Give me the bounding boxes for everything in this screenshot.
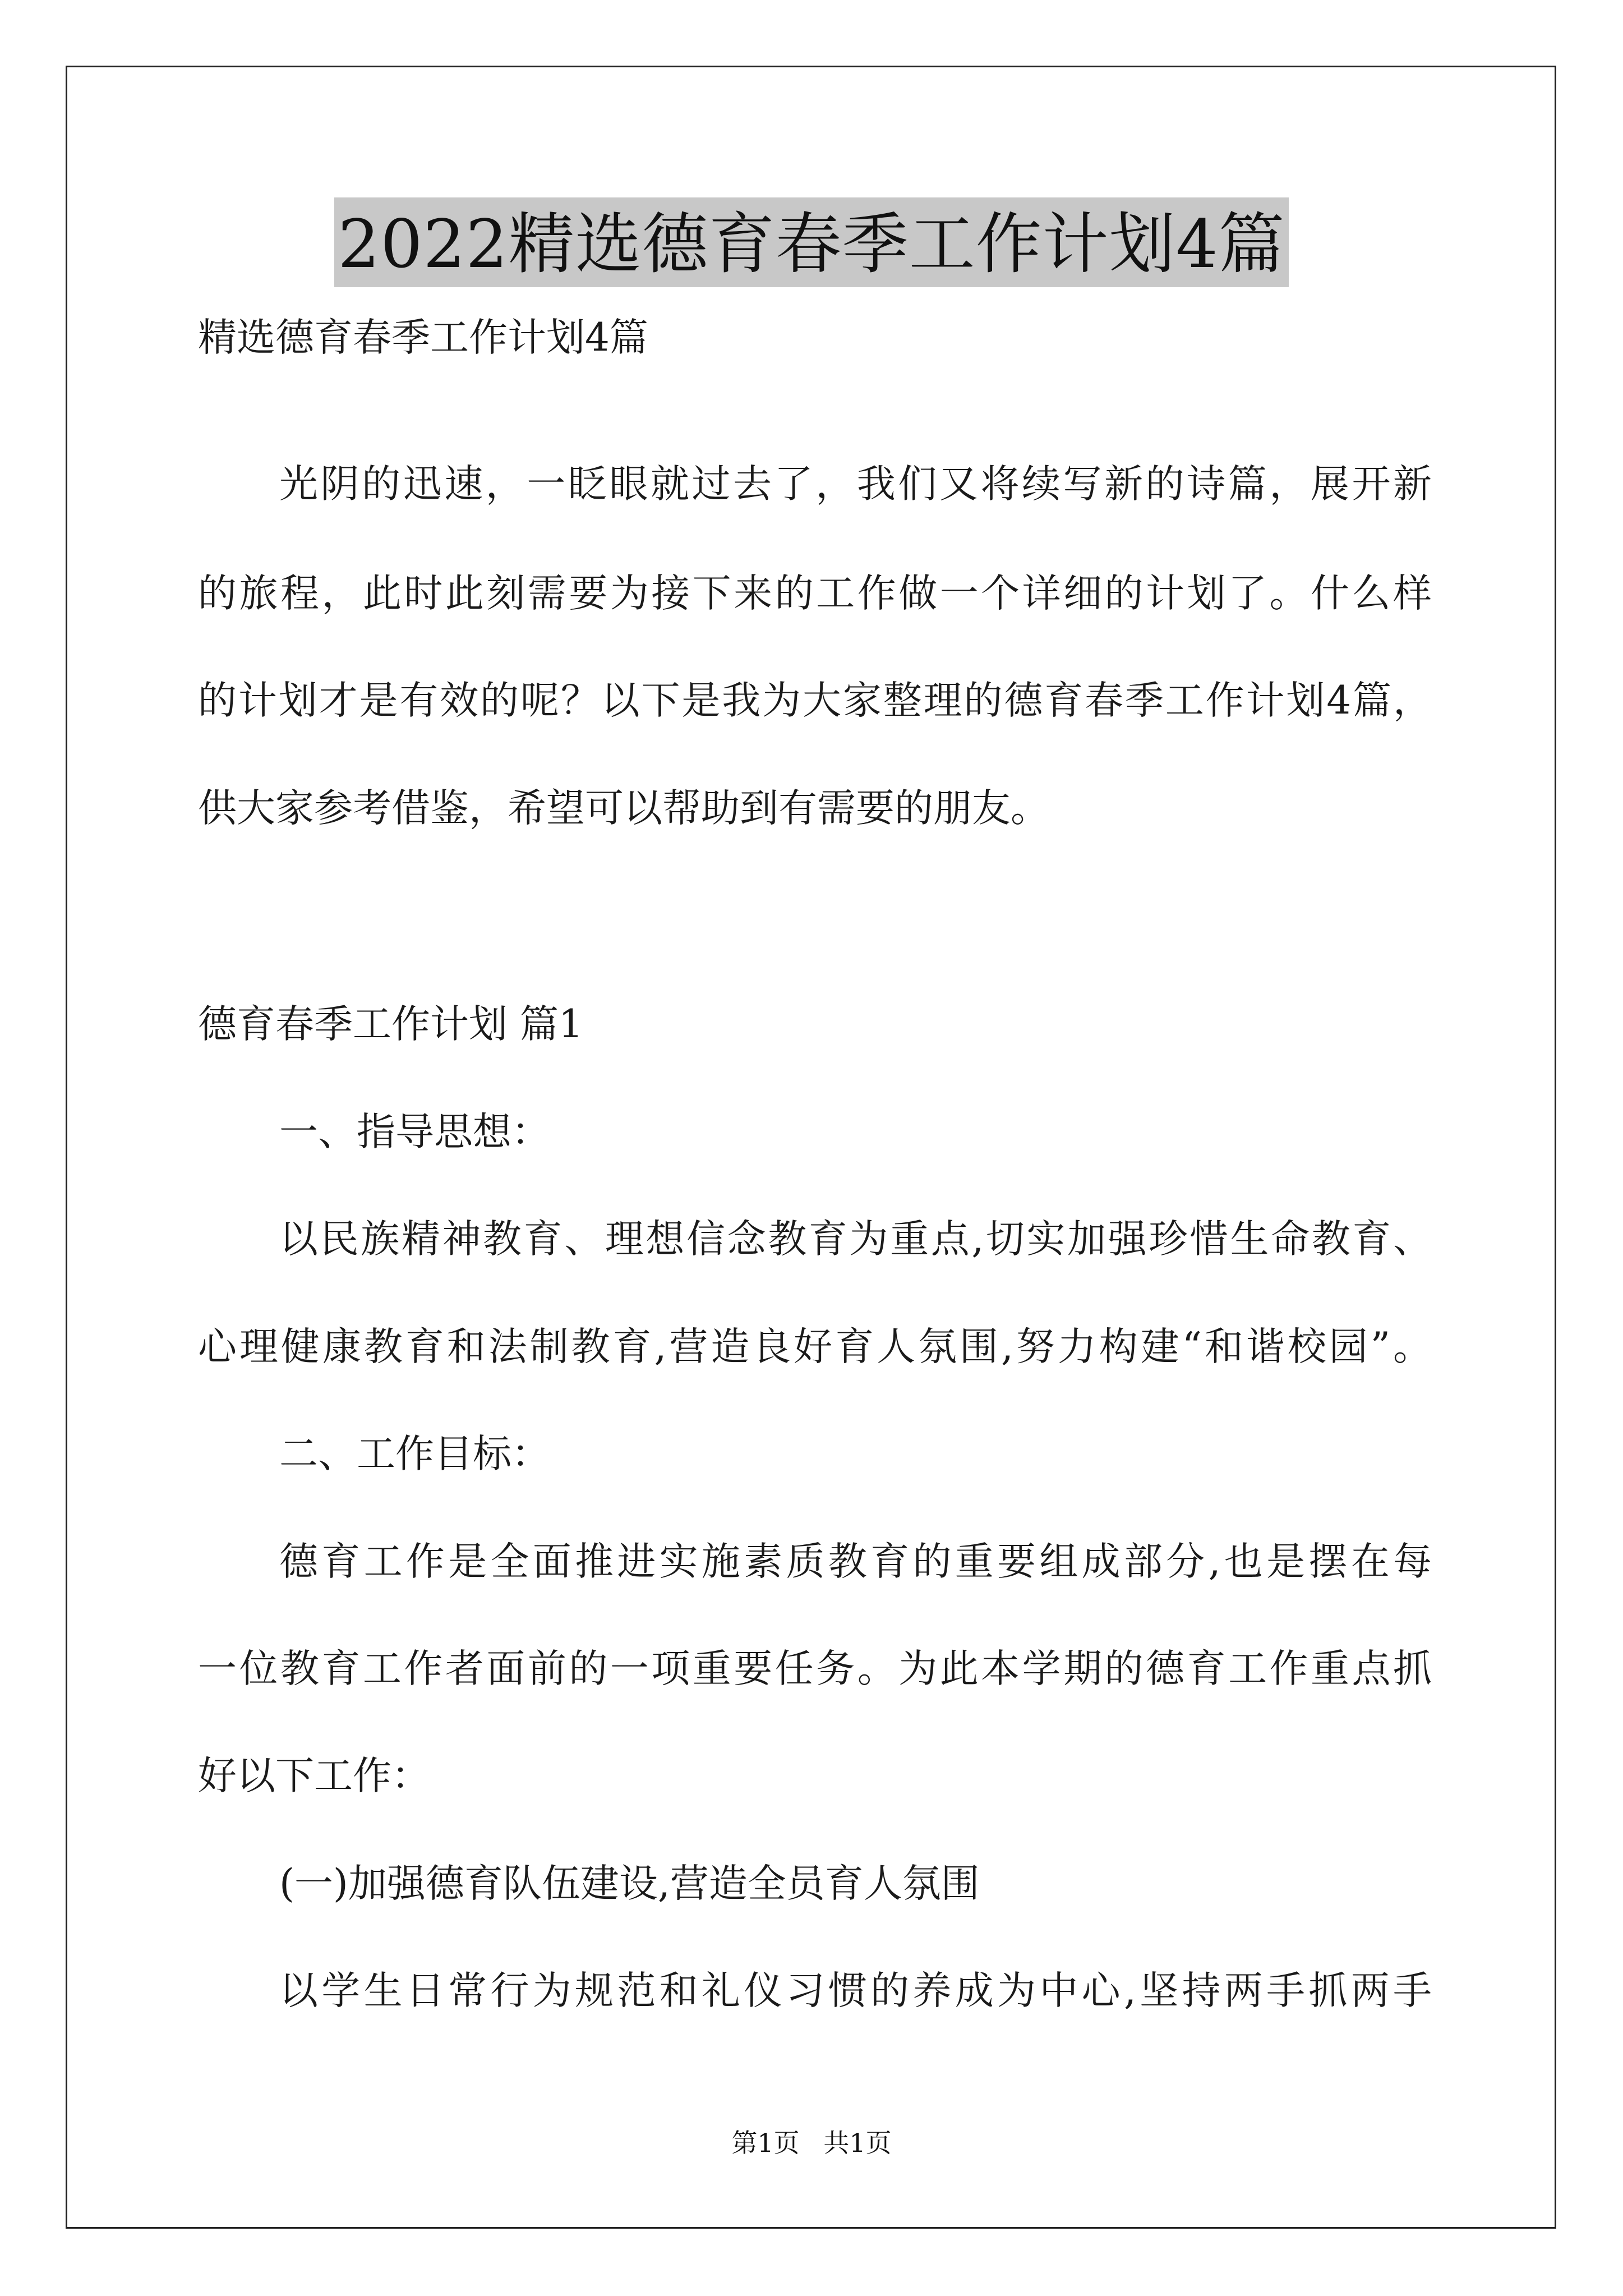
goals-line-3: 好以下工作： [198,1754,430,1798]
goals-line-2: 一位教育工作者面前的一项重要任务。为此本学期的德育工作重点抓 [198,1646,1432,1691]
intro-line-4: 供大家参考借鉴，希望可以帮助到有需要的朋友。 [198,786,1049,831]
goals-line-1: 德育工作是全面推进实施素质教育的重要组成部分,也是摆在每 [279,1539,1432,1584]
page-number-current: 第1页 [731,2128,800,2158]
intro-line-2: 的旅程，此时此刻需要为接下来的工作做一个详细的计划了。什么样 [198,571,1432,616]
intro-line-3: 的计划才是有效的呢？以下是我为大家整理的德育春季工作计划4篇， [198,678,1432,723]
section-heading: 德育春季工作计划 篇1 [198,1002,583,1047]
title-block [0,197,1623,287]
document-title: 2022精选德育春季工作计划4篇 [334,197,1288,287]
page-number-total: 共1页 [823,2128,892,2158]
guiding-line-1: 以民族精神教育、理想信念教育为重点,切实加强珍惜生命教育、 [279,1217,1432,1262]
guiding-line-2: 心理健康教育和法制教育,营造良好育人氛围,努力构建“和谐校园”。 [198,1324,1432,1369]
page-footer [0,2126,1623,2160]
team-line-1: 以学生日常行为规范和礼仪习惯的养成为中心,坚持两手抓两手 [279,1968,1432,2013]
subheading-team-building: (一)加强德育队伍建设,营造全员育人氛围 [279,1861,980,1906]
subtitle-line: 精选德育春季工作计划4篇 [198,315,648,360]
intro-line-1: 光阴的迅速，一眨眼就过去了，我们又将续写新的诗篇，展开新 [279,462,1432,507]
heading-guiding-thought: 一、指导思想： [279,1110,550,1154]
heading-work-goals: 二、工作目标： [279,1432,550,1476]
